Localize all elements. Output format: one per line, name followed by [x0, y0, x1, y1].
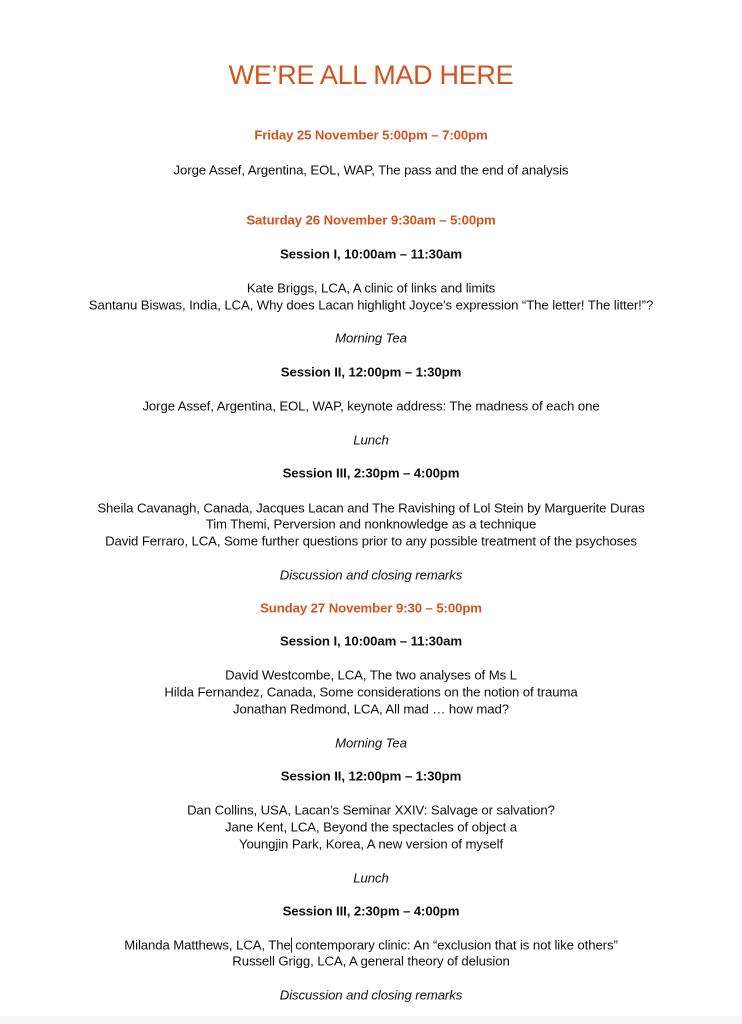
talk-entry: Jorge Assef, Argentina, EOL, WAP, The pass and the end of analysis: [173, 162, 569, 178]
talk-entry: Jane Kent, LCA, Beyond the spectacles of object a: [224, 819, 517, 835]
session-heading: Session I, 10:00am – 11:30am: [280, 633, 462, 649]
talk-entry: Kate Briggs, LCA, A clinic of links and limits: [246, 280, 496, 296]
session-heading: Session III, 2:30pm – 4:00pm: [282, 465, 460, 481]
break-label: Morning Tea: [335, 735, 407, 751]
session-heading: Session III, 2:30pm – 4:00pm: [282, 903, 460, 919]
talk-entry: David Ferraro, LCA, Some further questions prior to any possible treatment of the psychoses: [105, 533, 637, 549]
talk-entry: Youngjin Park, Korea, A new version of myself: [238, 836, 504, 852]
talk-entry: Jorge Assef, Argentina, EOL, WAP, keynote address: The madness of each one: [142, 398, 600, 414]
break-label: Discussion and closing remarks: [279, 567, 463, 583]
talk-entry: Jonathan Redmond, LCA, All mad … how mad?: [233, 701, 509, 717]
break-label: Lunch: [353, 432, 389, 448]
break-label: Morning Tea: [335, 330, 407, 346]
break-label: Lunch: [353, 870, 389, 886]
talk-entry: Dan Collins, USA, Lacan’s Seminar XXIV: Salvage or salvation?: [187, 802, 555, 818]
talk-entry: Santanu Biswas, India, LCA, Why does Lacan highlight Joyce’s expression “The letter! The litter!”?: [88, 297, 654, 313]
day-heading: Sunday 27 November 9:30 – 5:00pm: [260, 600, 482, 616]
text-cursor: [291, 938, 292, 953]
talk-entry: Milanda Matthews, LCA, The contemporary clinic: An “exclusion that is not like others”: [124, 937, 618, 953]
break-label: Discussion and closing remarks: [279, 987, 463, 1003]
talk-entry: Tim Themi, Perversion and nonknowledge as a technique: [205, 516, 537, 532]
page-bottom-edge: [0, 1016, 742, 1024]
day-heading: Saturday 26 November 9:30am – 5:00pm: [246, 212, 496, 228]
day-heading: Friday 25 November 5:00pm – 7:00pm: [254, 127, 488, 143]
session-heading: Session II, 12:00pm – 1:30pm: [280, 364, 462, 380]
document-title: WE’RE ALL MAD HERE: [228, 60, 514, 90]
talk-entry: Sheila Cavanagh, Canada, Jacques Lacan and The Ravishing of Lol Stein by Marguerite Duras: [97, 500, 645, 516]
session-heading: Session I, 10:00am – 11:30am: [280, 246, 462, 262]
talk-entry: David Westcombe, LCA, The two analyses of Ms L: [225, 667, 517, 683]
session-heading: Session II, 12:00pm – 1:30pm: [280, 768, 462, 784]
talk-entry: Russell Grigg, LCA, A general theory of delusion: [232, 953, 510, 969]
talk-entry: Hilda Fernandez, Canada, Some considerations on the notion of trauma: [164, 684, 578, 700]
